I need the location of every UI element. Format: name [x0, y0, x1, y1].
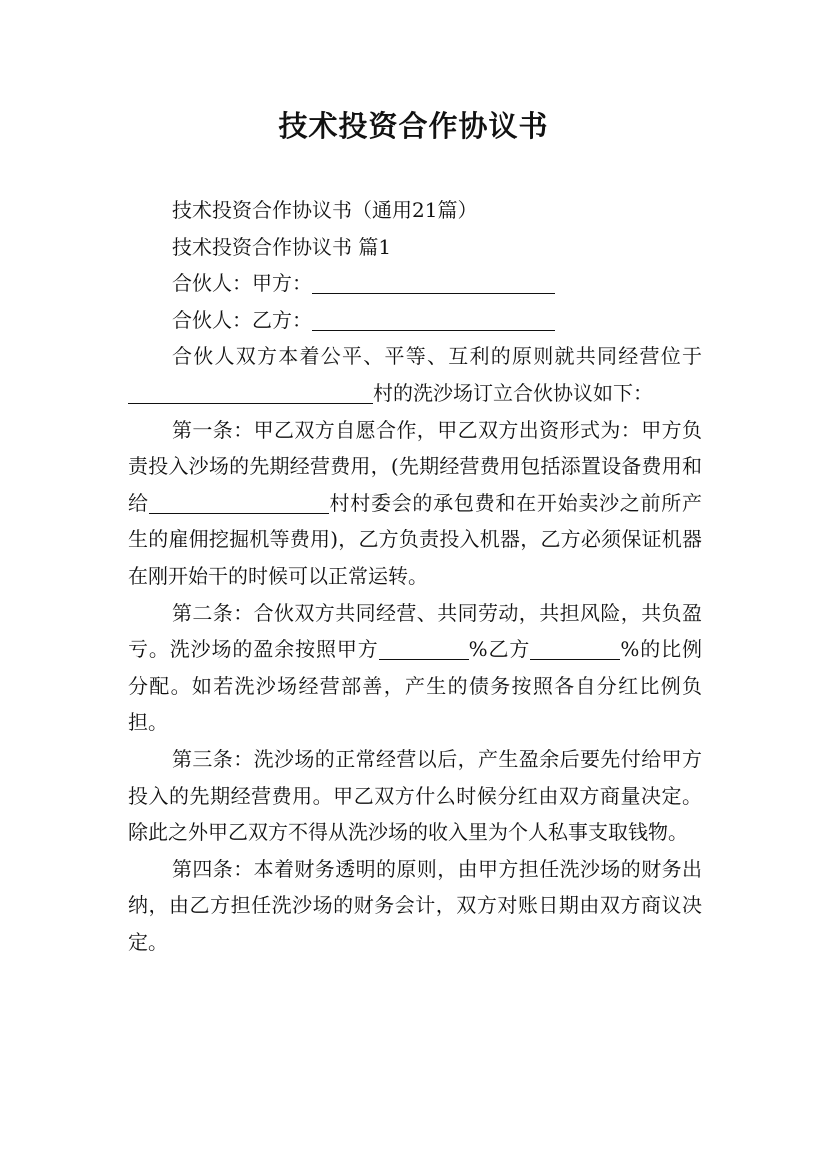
article-1 [128, 412, 702, 595]
party-b-line [128, 302, 702, 339]
article-2 [128, 595, 702, 741]
party-a-share-blank [379, 635, 469, 660]
location-blank [128, 379, 373, 404]
article-2-text-mid: %乙方 [468, 637, 531, 662]
article-4: 第四条：本着财务透明的原则，由甲方担任洗沙场的财务出纳，由乙方担任洗沙场的财务会计，双方对账日期由双方商议决定。 [128, 856, 702, 954]
article-1-text-start: 第一条：甲乙双方自愿合作，甲乙双方出资形式为：甲方负责投入沙场的先期经营费用，(先期经营费用包括添置设备费用和给 [128, 417, 702, 515]
article-2-text-end: %的比例分配。如若洗沙场经营部善，产生的债务按照各自分红比例负担。 [128, 637, 702, 735]
intro-paragraph [128, 338, 702, 411]
document-body [128, 192, 702, 960]
party-b-label: 合伙人：乙方： [172, 307, 312, 332]
intro-text-end: 村的洗沙场订立合伙协议如下： [373, 380, 653, 405]
article-3: 第三条：洗沙场的正常经营以后，产生盈余后要先付给甲方投入的先期经营费用。甲乙双方什么时候分红由双方商量决定。除此之外甲乙双方不得从洗沙场的收入里为个人私事支取钱物。 [128, 746, 702, 845]
document-title: 技术投资合作协议书 [278, 109, 549, 143]
party-a-blank [312, 269, 555, 294]
section-heading: 技术投资合作协议书 篇1 [172, 234, 392, 259]
intro-text-start: 合伙人双方本着公平、平等、互利的原则就共同经营位于 [172, 344, 702, 369]
party-b-blank [312, 306, 555, 331]
party-a-line [128, 265, 702, 302]
document-subtitle: 技术投资合作协议书（通用21篇） [172, 198, 478, 222]
article-1-text-end: 村村委会的承包费和在开始卖沙之前所产生的雇佣挖掘机等费用)，乙方负责投入机器，乙方必须保证机器在刚开始干的时候可以正常运转。 [128, 490, 703, 588]
party-a-label: 合伙人：甲方： [172, 271, 312, 296]
party-b-share-blank [530, 635, 620, 660]
article-2-text-start: 第二条：合伙双方共同经营、共同劳动，共担风险，共负盈亏。洗沙场的盈余按照甲方 [128, 600, 702, 662]
village-blank [149, 489, 329, 514]
